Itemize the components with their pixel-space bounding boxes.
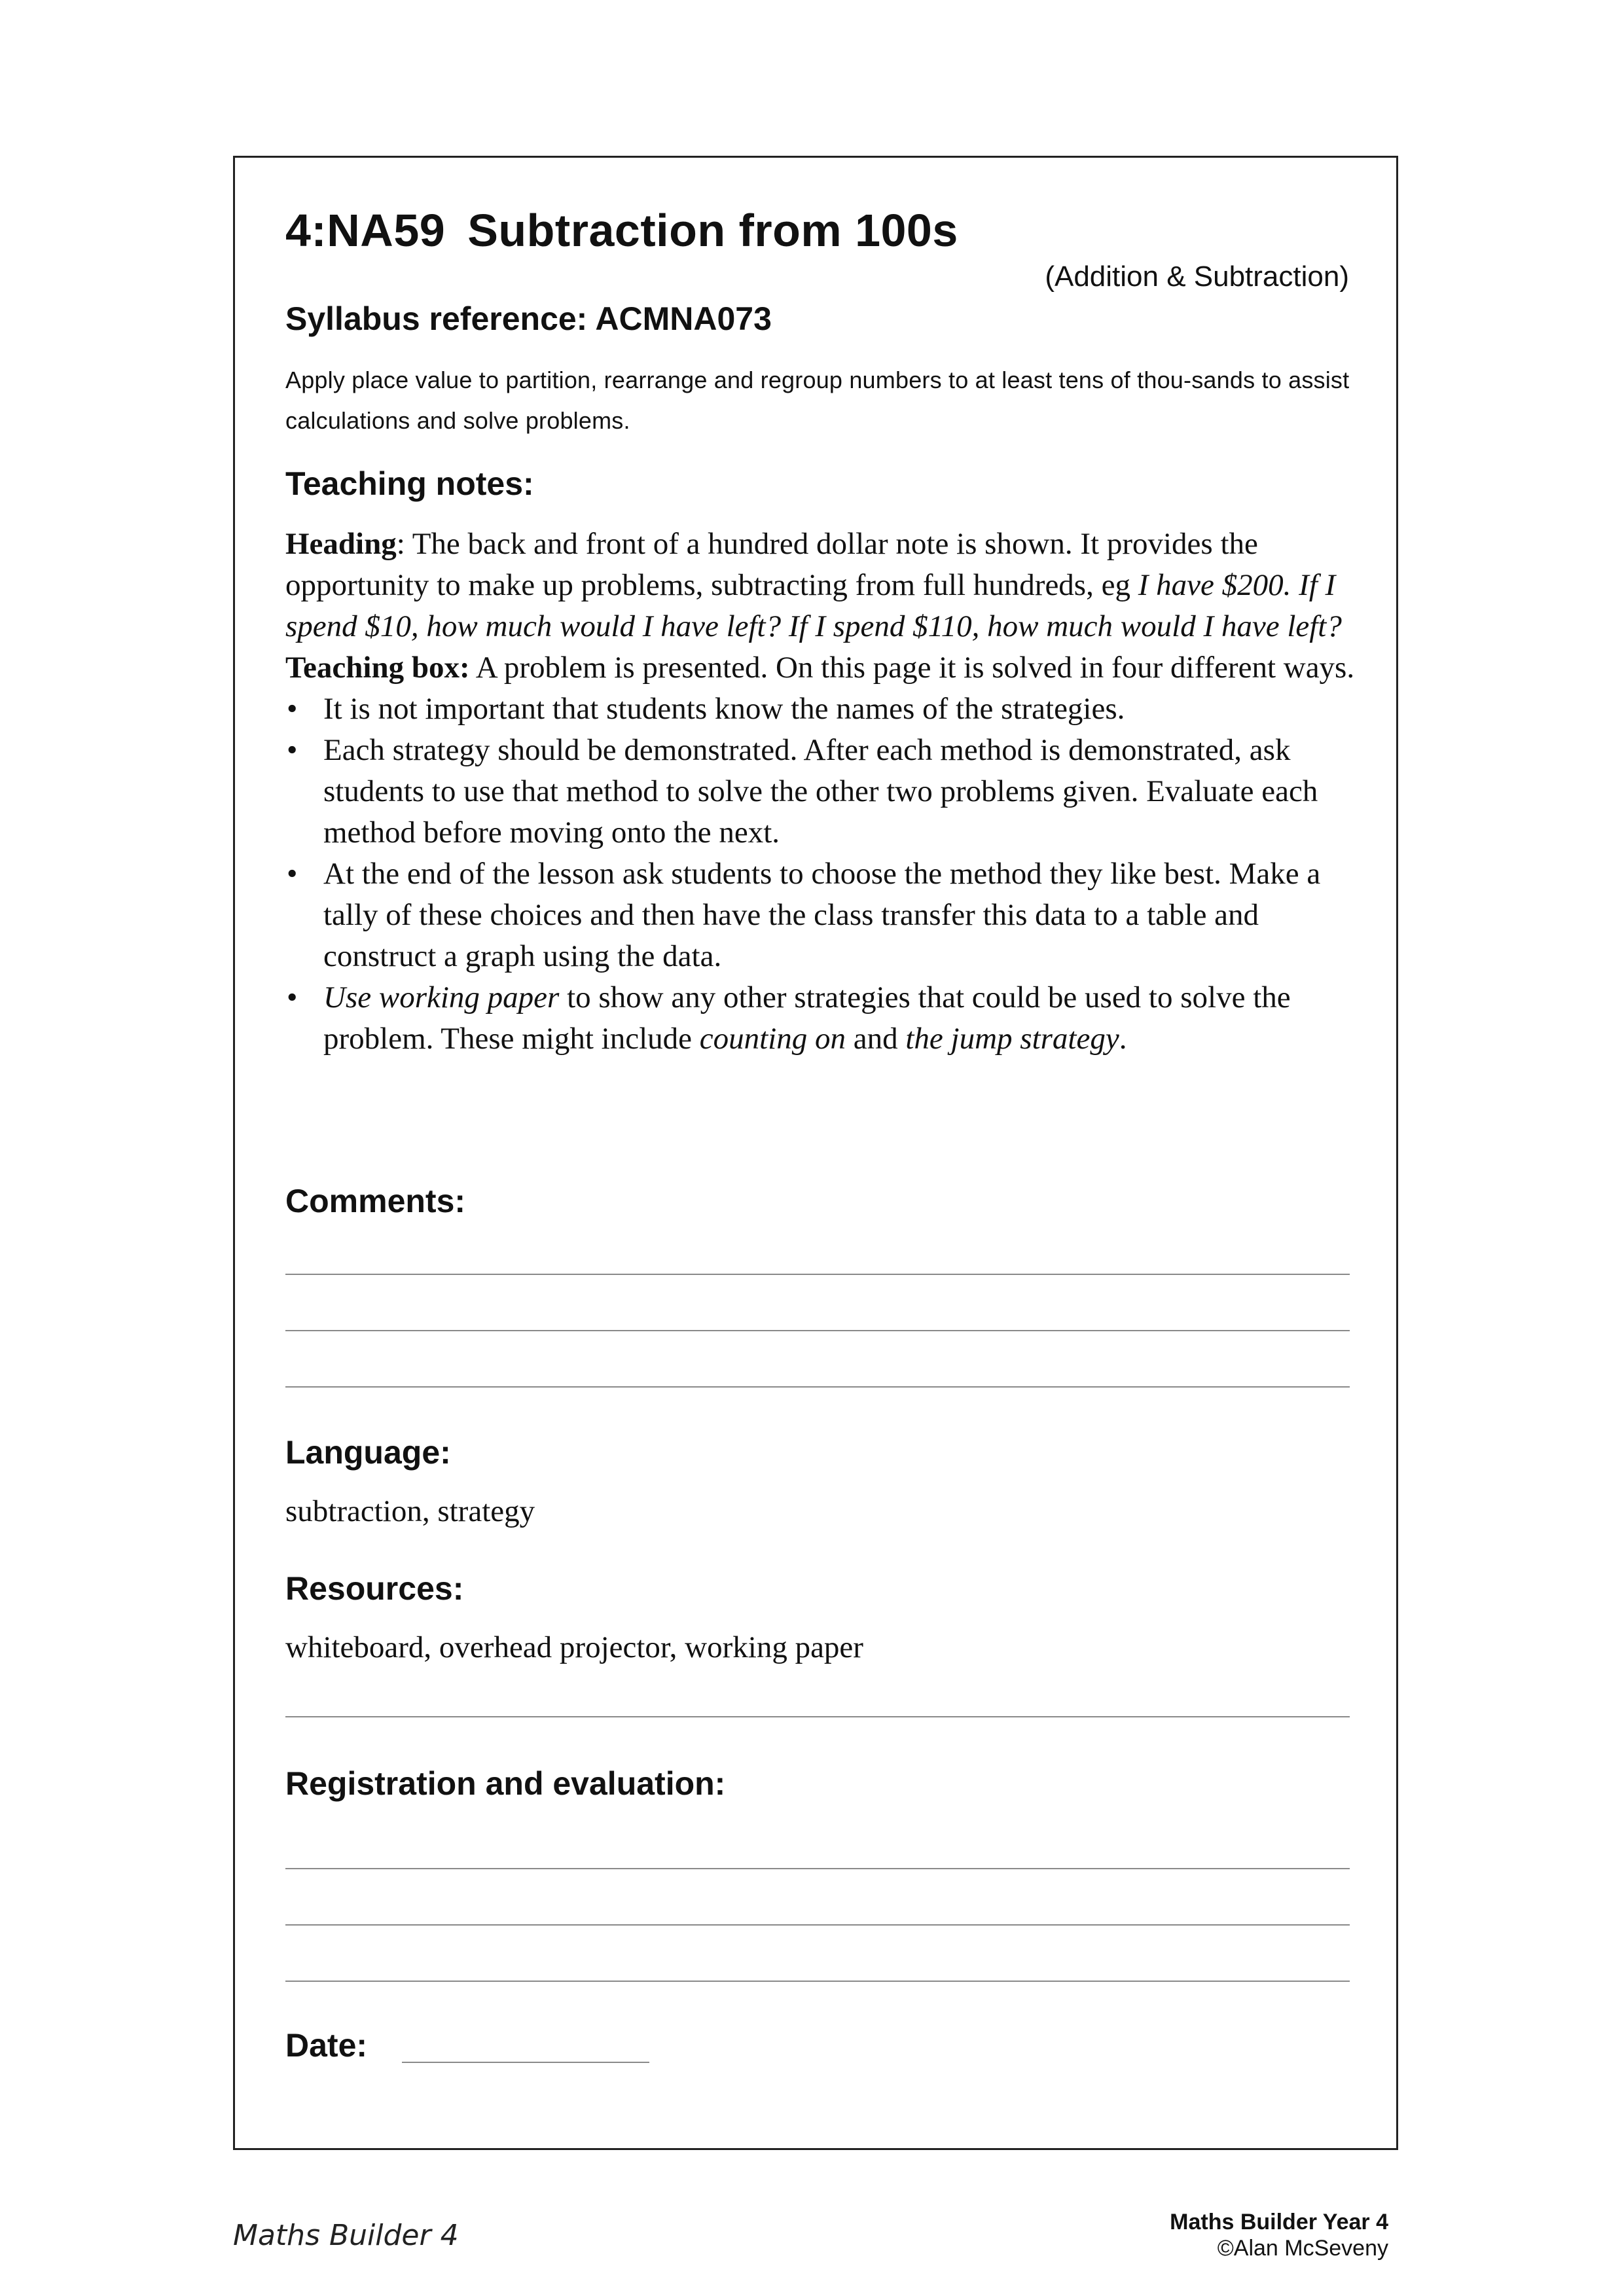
strategy-bullet-list [285, 689, 1359, 1060]
bullet-icon: • [287, 692, 298, 726]
registration-line[interactable] [285, 1924, 1350, 1926]
syllabus-reference: Syllabus reference: ACMNA073 [285, 300, 772, 337]
registration-heading: Registration and evaluation: [285, 1765, 726, 1802]
teaching-notes-heading: Teaching notes: [285, 465, 534, 502]
teaching-notes-body [285, 524, 1359, 1060]
resources-line[interactable] [285, 1716, 1350, 1717]
list-item-emphasis: Use working paper [323, 980, 560, 1014]
page-frame [233, 156, 1398, 2150]
heading-label: Heading [285, 527, 397, 561]
teaching-box-text: A problem is presented. On this page it is solved in four different ways. [469, 651, 1355, 685]
bullet-icon: • [287, 857, 298, 891]
list-item [285, 730, 1359, 853]
list-item-emphasis: counting on [699, 1022, 846, 1056]
list-item-text: It is not important that students know the names of the strategies. [323, 692, 1125, 726]
resources-heading: Resources: [285, 1570, 464, 1607]
list-item [285, 853, 1359, 977]
comments-line[interactable] [285, 1274, 1350, 1275]
language-text: subtraction, strategy [285, 1494, 535, 1528]
language-heading: Language: [285, 1434, 451, 1471]
resources-text: whiteboard, overhead projector, working paper [285, 1630, 863, 1664]
bullet-icon: • [287, 733, 298, 767]
heading-example: I have $200. If I spend $10, how much would I have left? If I spend $110, how much would I have left? [285, 568, 1342, 643]
registration-line[interactable] [285, 1981, 1350, 1982]
lesson-title: Subtraction from 100s [467, 205, 958, 256]
comments-line[interactable] [285, 1386, 1350, 1388]
comments-line[interactable] [285, 1330, 1350, 1331]
registration-line[interactable] [285, 1868, 1350, 1869]
list-item-text: Each strategy should be demonstrated. After each method is demonstrated, ask students to use that method to solve the other two problems given. Evaluate each method before moving onto the next. [323, 733, 1318, 850]
teaching-box-paragraph [285, 647, 1359, 689]
footer-copyright: ©Alan McSeveny [1217, 2236, 1388, 2261]
list-item-text: At the end of the lesson ask students to choose the method they like best. Make a tally of these choices and then have the class transfer this data to a table and construct a graph using the data. [323, 857, 1321, 973]
heading-paragraph [285, 524, 1359, 647]
page-title [285, 204, 958, 257]
teaching-box-label: Teaching box: [285, 651, 470, 685]
list-item-text: and [846, 1022, 906, 1056]
heading-text: : The back and front of a hundred dollar note is shown. It provides the opportunity to make up problems, subtracting from full hundreds, eg [285, 527, 1258, 602]
strand-label: (Addition & Subtraction) [1045, 260, 1349, 293]
list-item [285, 689, 1359, 730]
footer-left: Maths Builder 4 [233, 2219, 459, 2252]
list-item-text: to show any other strategies that could be used to solve the problem. These might include [323, 980, 1291, 1056]
comments-heading: Comments: [285, 1183, 466, 1219]
footer-right [1170, 2209, 1388, 2261]
outcome-text: Apply place value to partition, rearrange and regroup numbers to at least tens of thou-sands to assist calculations and solve problems. [285, 367, 1350, 434]
date-label: Date: [285, 2027, 368, 2064]
lesson-code: 4:NA59 [285, 205, 446, 256]
list-item-emphasis: the jump strategy [905, 1022, 1119, 1056]
footer-book-title: Maths Builder Year 4 [1170, 2210, 1388, 2234]
bullet-icon: • [287, 980, 298, 1014]
list-item [285, 977, 1359, 1060]
date-field-line[interactable] [402, 2062, 649, 2063]
list-item-text: . [1119, 1022, 1127, 1056]
